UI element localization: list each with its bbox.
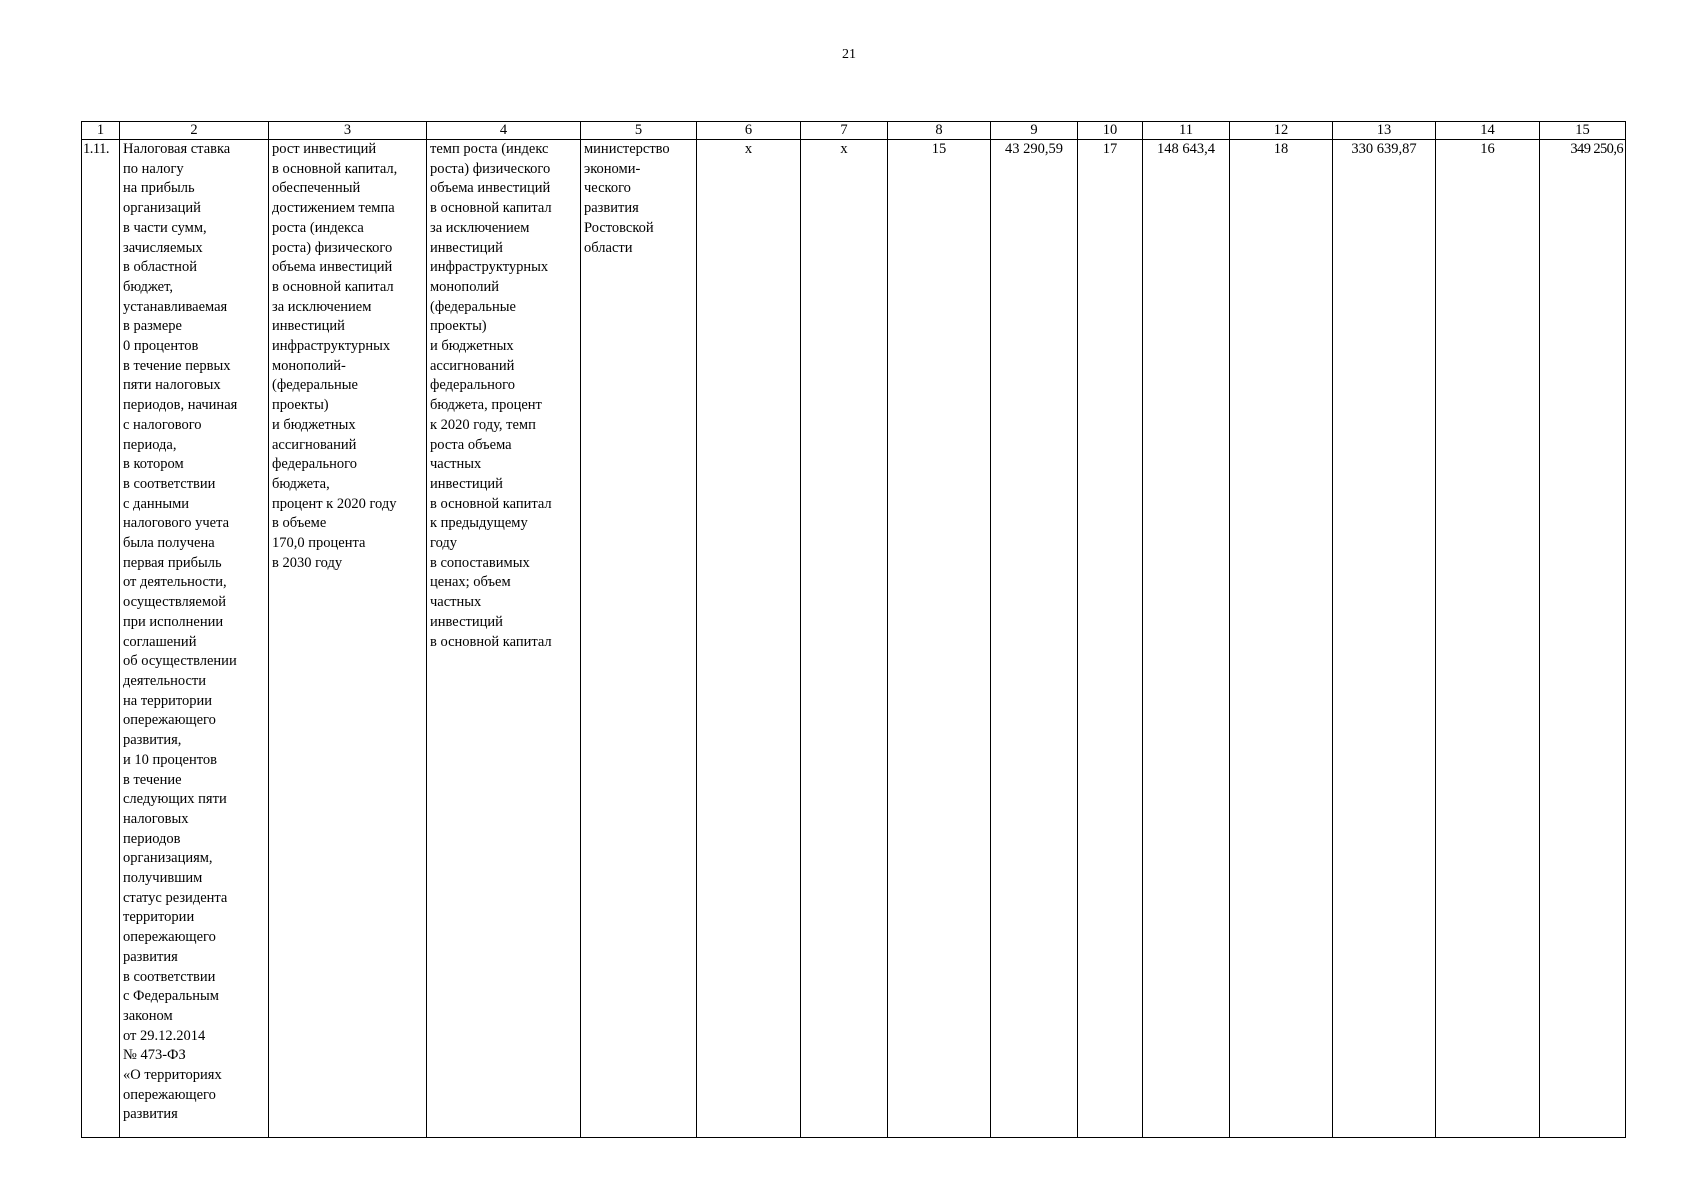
header-cell-10: 10 <box>1078 122 1143 140</box>
cell-text-line: налогового учета <box>123 515 230 532</box>
cell-text-line: в объеме <box>272 515 327 532</box>
data-table <box>81 121 1626 1138</box>
cell-text-line: развития, <box>123 732 182 749</box>
cell-text-line: с данными <box>123 495 190 512</box>
cell-text-line: рост инвестиций <box>272 141 377 157</box>
cell-text-line: на прибыль <box>123 180 195 197</box>
cell-text-line: Ростовской <box>584 219 654 236</box>
cell-text-line: темп роста (индекс <box>430 141 549 157</box>
cell-text-line: федерального <box>272 456 357 473</box>
cell-text-line: монополий- <box>272 357 346 374</box>
cell-text-line: законом <box>123 1007 173 1024</box>
header-cell-14: 14 <box>1436 122 1540 140</box>
header-cell-7: 7 <box>801 122 888 140</box>
cell-text-line: опережающего <box>123 1086 216 1103</box>
cell-text-line: году <box>430 535 458 552</box>
header-cell-11: 11 <box>1143 122 1230 140</box>
cell-text-line: первая прибыль <box>123 554 222 571</box>
cell-text-line: и 10 процентов <box>123 751 217 768</box>
cell-text-line: развития <box>584 200 639 217</box>
cell-text-line: периода, <box>123 436 177 453</box>
cell-text-line: налоговых <box>123 810 189 827</box>
cell-text-line: об осуществлении <box>123 653 237 670</box>
cell-text-line: развития <box>123 948 178 965</box>
cell-text-line: частных <box>430 456 482 473</box>
cell-text-line: в основной капитал <box>430 495 552 512</box>
cell-text-line: к 2020 году, темп <box>430 416 536 433</box>
cell-text-line: в основной капитал <box>430 200 552 217</box>
cell-text-line: частных <box>430 594 482 611</box>
header-cell-3: 3 <box>269 122 427 140</box>
cell-text-line: в основной капитал, <box>272 160 398 177</box>
col11-cell: 148 643,4 <box>1143 140 1230 1138</box>
cell-text-line: периодов, начиная <box>123 397 238 414</box>
cell-text-line: территории <box>123 909 195 926</box>
cell-text-line: по налогу <box>123 160 184 177</box>
cell-text-line: инвестиций <box>430 613 503 630</box>
goal-description-cell <box>269 140 427 1138</box>
cell-text-line: и бюджетных <box>430 338 514 355</box>
cell-text-line: с Федеральным <box>123 988 219 1005</box>
header-cell-15: 15 <box>1540 122 1626 140</box>
cell-text-line: организаций <box>123 200 201 217</box>
cell-text-line: в размере <box>123 318 182 335</box>
cell-text-line: за исключением <box>430 219 530 236</box>
cell-text-line: бюджет, <box>123 278 173 295</box>
col14-cell: 16 <box>1436 140 1540 1138</box>
cell-text-line: получившим <box>123 870 203 887</box>
cell-text-line: с налогового <box>123 416 202 433</box>
cell-text-line: в областной <box>123 259 197 276</box>
cell-text-line: была получена <box>123 535 215 552</box>
cell-text-line: ассигнований <box>272 436 357 453</box>
header-cell-12: 12 <box>1230 122 1333 140</box>
cell-text-line: на территории <box>123 692 213 709</box>
cell-text-line: экономи- <box>584 160 641 177</box>
cell-text-line: бюджета, <box>272 475 330 492</box>
cell-text-line: от 29.12.2014 <box>123 1027 206 1044</box>
cell-text-line: ценах; объем <box>430 574 511 591</box>
cell-text-line: от деятельности, <box>123 574 227 591</box>
cell-text-line: в 2030 году <box>272 554 343 571</box>
header-cell-9: 9 <box>991 122 1078 140</box>
cell-text-line: к предыдущему <box>430 515 528 532</box>
cell-text-line: роста (индекса <box>272 219 364 236</box>
cell-text-line: в соответствии <box>123 475 216 492</box>
col6-cell: х <box>697 140 801 1138</box>
col12-cell: 18 <box>1230 140 1333 1138</box>
cell-text-line: достижением темпа <box>272 200 395 217</box>
cell-text-line: в основной капитал <box>430 633 552 650</box>
header-row <box>82 122 1626 140</box>
cell-text-line: 170,0 процента <box>272 535 366 552</box>
cell-text-line: проекты) <box>430 318 487 335</box>
header-cell-5: 5 <box>581 122 697 140</box>
cell-text-line: № 473-ФЗ <box>123 1047 186 1064</box>
cell-text-line: объема инвестиций <box>430 180 551 197</box>
cell-text-line: при исполнении <box>123 613 224 630</box>
cell-text-line: инвестиций <box>430 475 503 492</box>
table-row <box>82 140 1626 1138</box>
cell-text-line: роста) физического <box>272 239 393 256</box>
indicator-description-cell <box>427 140 581 1138</box>
cell-text-line: организациям, <box>123 850 213 867</box>
cell-text-line: 0 процентов <box>123 338 199 355</box>
cell-text-line: инвестиций <box>272 318 345 335</box>
cell-text-line: инвестиций <box>430 239 503 256</box>
cell-text-line: федерального <box>430 377 515 394</box>
cell-text-line: за исключением <box>272 298 372 315</box>
cell-text-line: области <box>584 239 633 256</box>
header-cell-8: 8 <box>888 122 991 140</box>
cell-text-line: процент к 2020 году <box>272 495 397 512</box>
row-number-cell: 1.11. <box>82 140 120 1138</box>
header-cell-6: 6 <box>697 122 801 140</box>
header-cell-1: 1 <box>82 122 120 140</box>
col10-cell: 17 <box>1078 140 1143 1138</box>
cell-text-line: следующих пяти <box>123 791 227 808</box>
cell-text-line: периодов <box>123 830 181 847</box>
cell-text-line: роста) физического <box>430 160 551 177</box>
page-number: 21 <box>842 47 856 62</box>
cell-text-line: в течение <box>123 771 182 788</box>
cell-text-line: монополий <box>430 278 500 295</box>
cell-text-line: развития <box>123 1106 178 1123</box>
cell-text-line: пяти налоговых <box>123 377 221 394</box>
cell-text-line: зачисляемых <box>123 239 203 256</box>
cell-text-line: в котором <box>123 456 184 473</box>
cell-text-line: в течение первых <box>123 357 231 374</box>
cell-text-line: роста объема <box>430 436 512 453</box>
cell-text-line: опережающего <box>123 929 216 946</box>
col7-cell: х <box>801 140 888 1138</box>
cell-text-line: ческого <box>584 180 631 197</box>
cell-text-line: министерство <box>584 141 670 157</box>
cell-text-line: в соответствии <box>123 968 216 985</box>
cell-text-line: бюджета, процент <box>430 397 542 414</box>
header-cell-4: 4 <box>427 122 581 140</box>
col9-cell: 43 290,59 <box>991 140 1078 1138</box>
header-cell-2: 2 <box>120 122 269 140</box>
col8-cell: 15 <box>888 140 991 1138</box>
cell-text-line: опережающего <box>123 712 216 729</box>
cell-text-line: и бюджетных <box>272 416 356 433</box>
cell-text-line: проекты) <box>272 397 329 414</box>
cell-text-line: «О территориях <box>123 1067 222 1084</box>
col15-cell: 349 250,6 <box>1540 140 1626 1138</box>
cell-text-line: в основной капитал <box>272 278 394 295</box>
cell-text-line: статус резидента <box>123 889 228 906</box>
cell-text-line: инфраструктурных <box>430 259 549 276</box>
cell-text-line: деятельности <box>123 672 207 689</box>
cell-text-line: в части сумм, <box>123 219 207 236</box>
cell-text-line: ассигнований <box>430 357 515 374</box>
cell-text-line: инфраструктурных <box>272 338 391 355</box>
header-cell-13: 13 <box>1333 122 1436 140</box>
cell-text-line: в сопоставимых <box>430 554 530 571</box>
cell-text-line: объема инвестиций <box>272 259 393 276</box>
cell-text-line: (федеральные <box>430 298 516 315</box>
cell-text-line: Налоговая ставка <box>123 141 231 157</box>
cell-text-line: соглашений <box>123 633 197 650</box>
tax-benefit-description-cell <box>120 140 269 1138</box>
responsible-authority-cell <box>581 140 697 1138</box>
cell-text-line: осуществляемой <box>123 594 227 611</box>
cell-text-line: (федеральные <box>272 377 358 394</box>
col13-cell: 330 639,87 <box>1333 140 1436 1138</box>
cell-text-line: обеспеченный <box>272 180 361 197</box>
cell-text-line: устанавливаемая <box>123 298 228 315</box>
